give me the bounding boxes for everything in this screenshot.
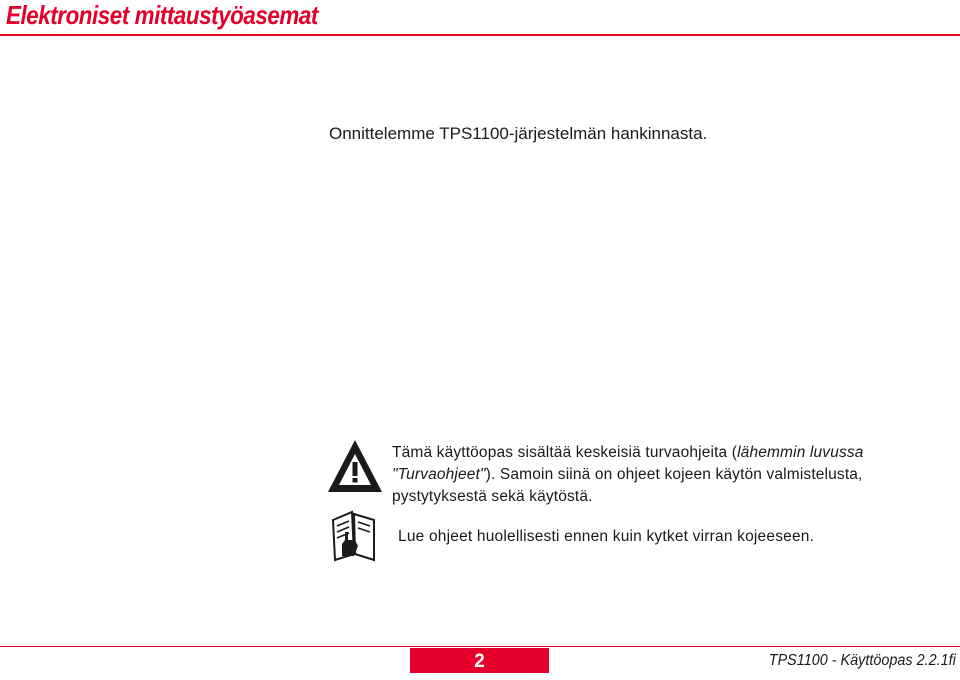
safety-notice-italic-1: lähemmin luvussa [737,444,864,461]
safety-notice-line1: Tämä käyttöopas sisältää keskeisiä turvaohjeita ( [392,444,738,461]
read-instructions-text: Lue ohjeet huolellisesti ennen kuin kytket virran kojeeseen. [398,528,815,545]
page-number: 2 [410,648,549,673]
safety-notice-line2: ). Samoin siinä on ohjeet kojeen käytön valmistelusta, pystytyksestä sekä käytöstä. [392,466,863,505]
read-manual-icon [330,510,378,562]
page-header-title: Elektroniset mittaustyöasemat [6,0,318,30]
intro-text: Onnittelemme TPS1100-järjestelmän hankinnasta. [329,124,708,143]
footer-document-label: TPS1100 - Käyttöopas 2.2.1fi [768,652,956,669]
footer-divider [0,646,960,647]
header-divider [0,34,960,36]
safety-notice-italic-2: "Turvaohjeet" [392,466,486,483]
warning-triangle-icon [326,438,384,494]
safety-notice-text [392,442,952,508]
